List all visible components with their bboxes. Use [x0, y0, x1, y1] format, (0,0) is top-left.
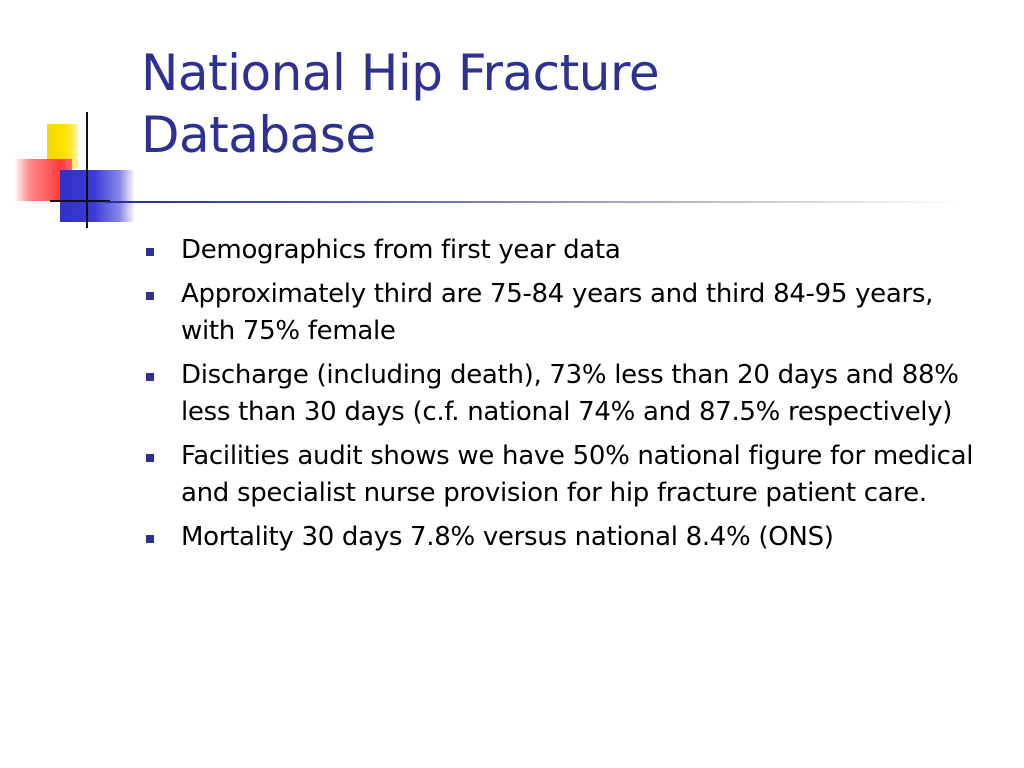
bullet-item	[146, 519, 986, 556]
square-bullet-icon	[146, 535, 154, 543]
logo-blue-square	[60, 170, 135, 222]
bullet-item	[146, 276, 986, 350]
bullet-text: Approximately third are 75-84 years and third 84-95 years, with 75% female	[181, 279, 934, 346]
square-bullet-icon	[146, 454, 154, 462]
logo-vertical-line	[86, 112, 88, 228]
square-bullet-icon	[146, 248, 154, 256]
bullet-text: Mortality 30 days 7.8% versus national 8.4% (ONS)	[181, 522, 834, 552]
bullet-text: Discharge (including death), 73% less than 20 days and 88% less than 30 days (c.f. national 74% and 87.5% respectively)	[181, 360, 959, 427]
slide-title-line-2: Database	[141, 106, 376, 164]
bullet-item	[146, 438, 986, 512]
slide-title-line-1: National Hip Fracture	[141, 44, 660, 102]
bullet-item	[146, 232, 986, 269]
bullet-item	[146, 357, 986, 431]
title-underline-rule	[105, 201, 965, 203]
logo-horizontal-line	[50, 200, 110, 202]
slide-title	[141, 42, 941, 166]
square-bullet-icon	[146, 373, 154, 381]
bullet-list	[146, 232, 986, 563]
bullet-text: Facilities audit shows we have 50% national figure for medical and specialist nurse provision for hip fracture patient care.	[181, 441, 974, 508]
square-bullet-icon	[146, 292, 154, 300]
bullet-text: Demographics from first year data	[181, 235, 621, 265]
